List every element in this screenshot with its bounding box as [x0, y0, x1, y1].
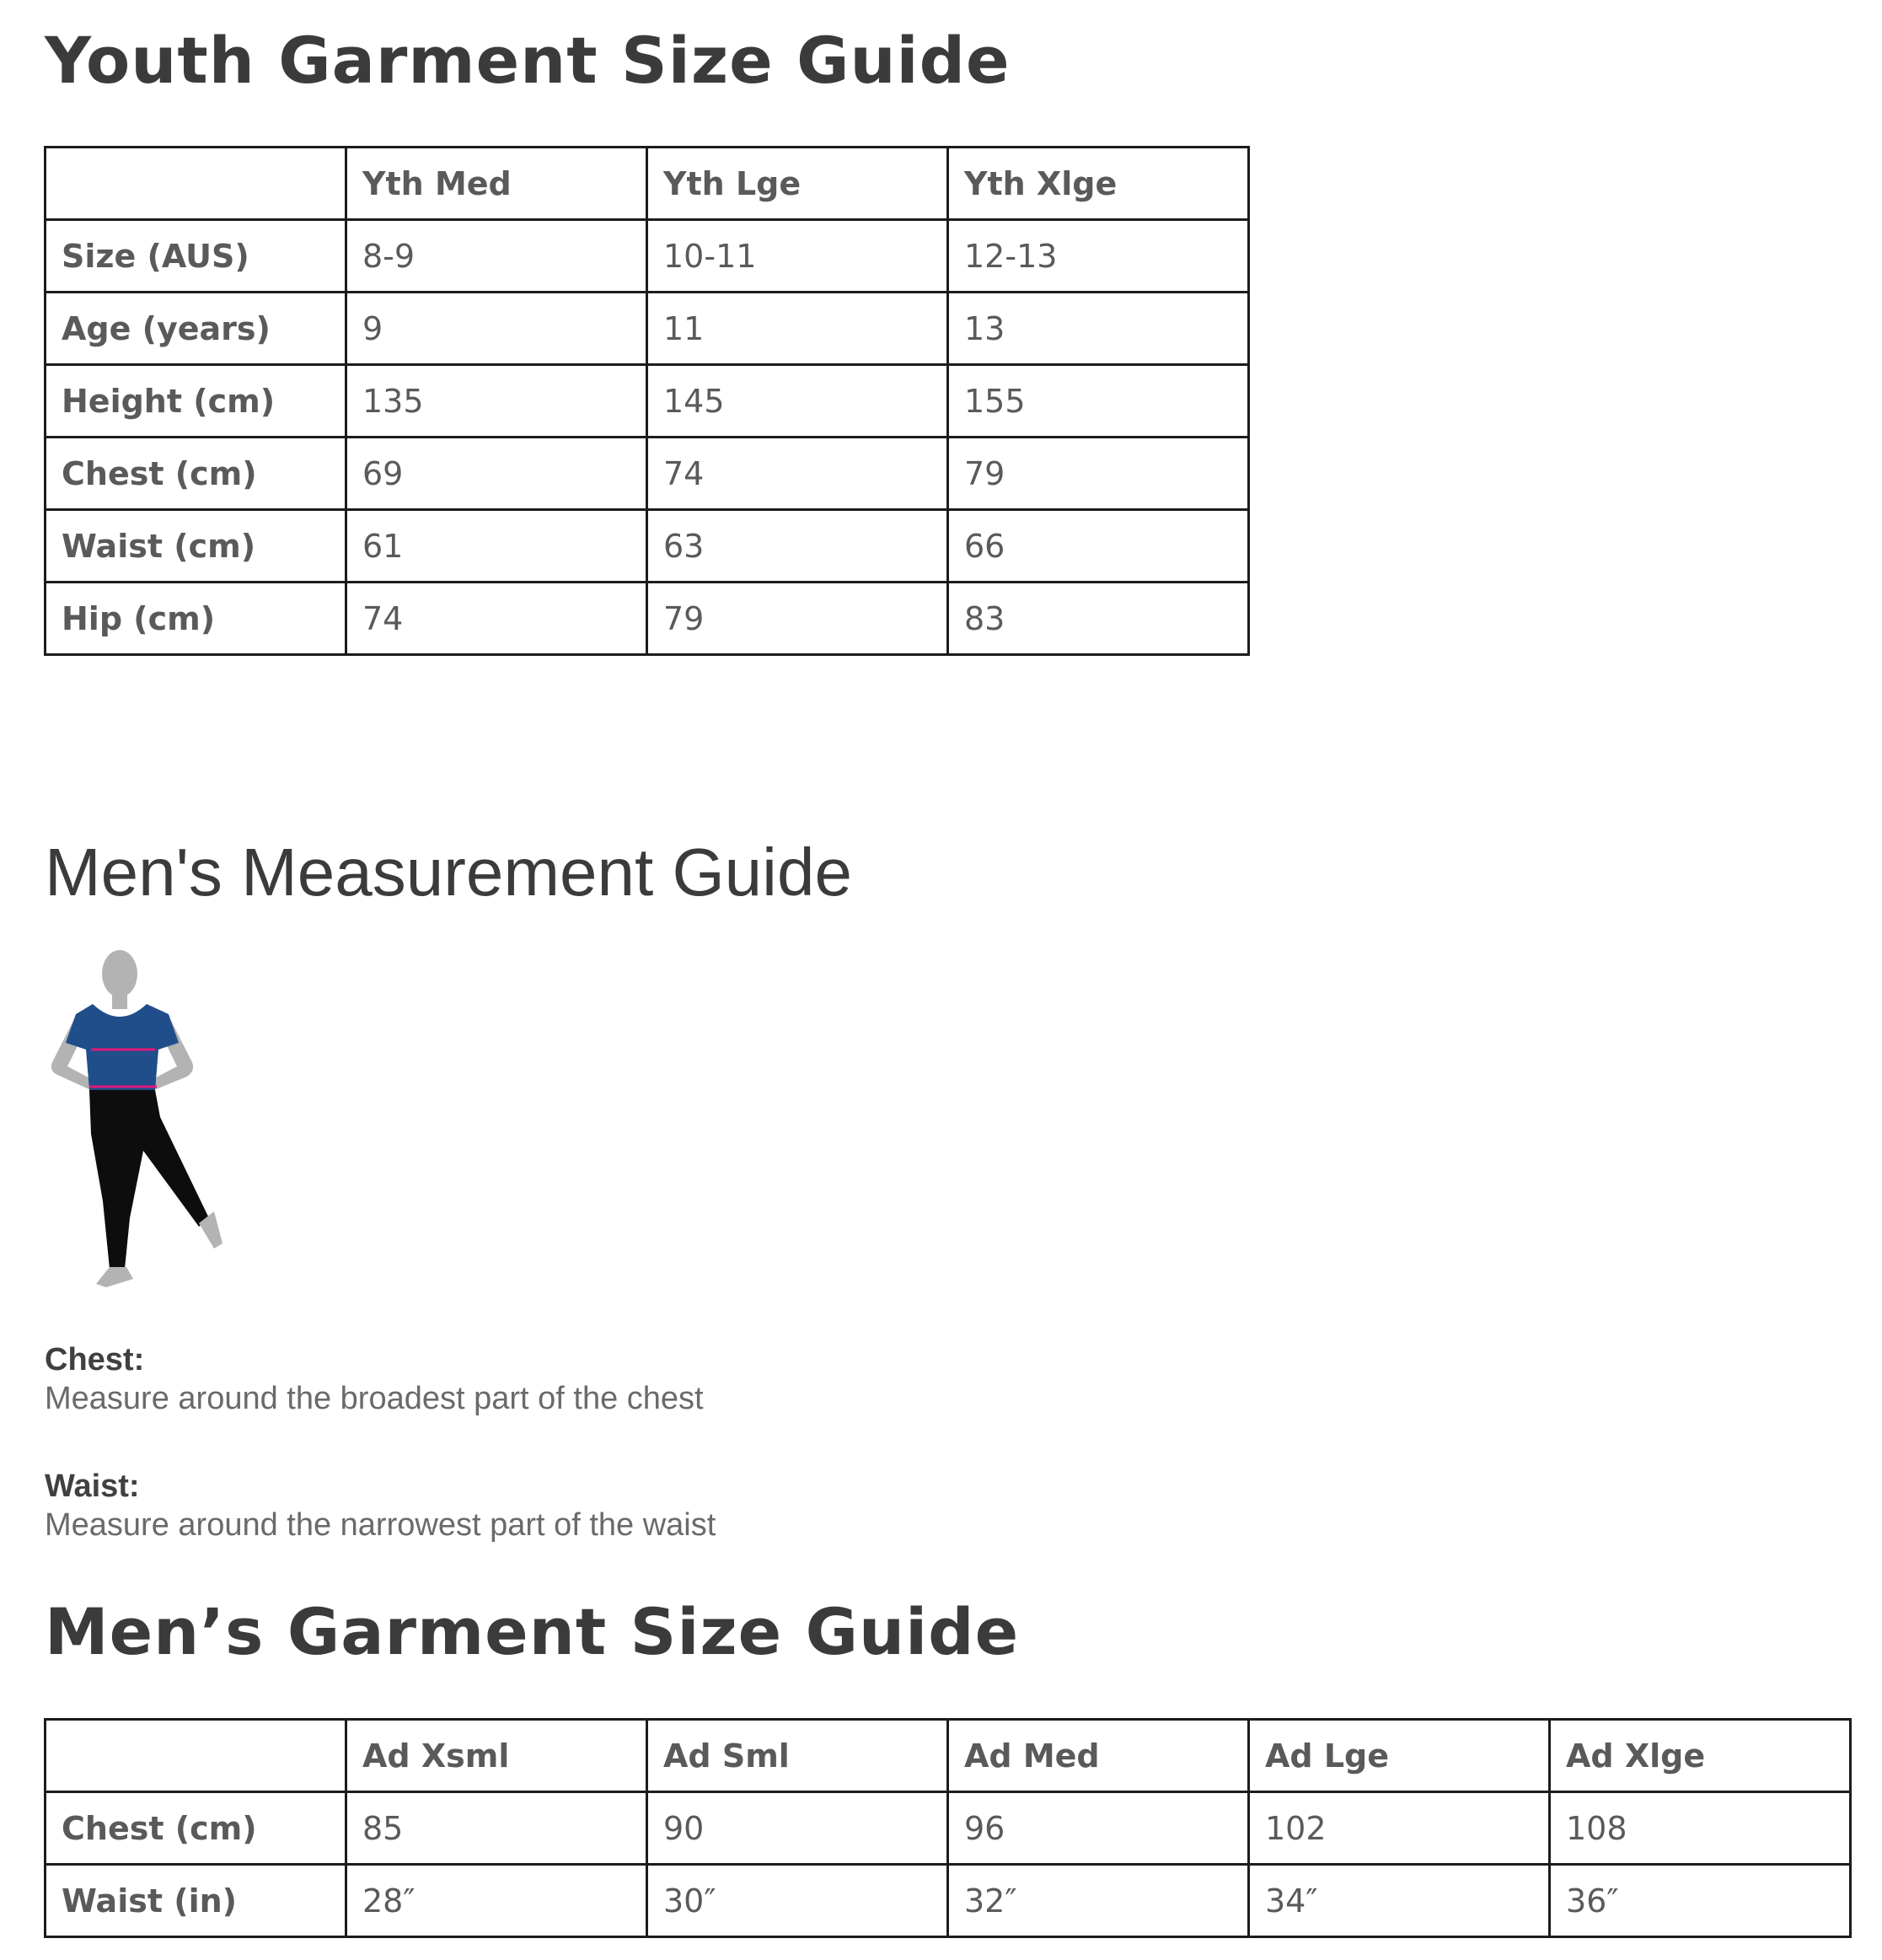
- waist-label: Waist:: [45, 1469, 140, 1504]
- column-header: Yth Xlge: [948, 148, 1249, 220]
- youth-size-guide-title: Youth Garment Size Guide: [45, 23, 1011, 98]
- table-row: [46, 438, 1249, 510]
- table-cell: 74: [647, 438, 948, 510]
- column-header: Ad Xlge: [1550, 1720, 1851, 1792]
- table-cell: 102: [1249, 1792, 1550, 1865]
- table-row: [46, 220, 1249, 293]
- table-header-row: [46, 1720, 1851, 1792]
- row-label: Chest (cm): [46, 1792, 346, 1865]
- table-row: [46, 293, 1249, 365]
- mens-size-guide-title: Men’s Garment Size Guide: [45, 1594, 1020, 1669]
- table-cell: 96: [948, 1792, 1249, 1865]
- figure-neck: [112, 992, 127, 1009]
- table-cell: 32″: [948, 1865, 1249, 1937]
- table-cell: 36″: [1550, 1865, 1851, 1937]
- table-row: [46, 365, 1249, 438]
- table-corner-cell: [46, 1720, 346, 1792]
- table-corner-cell: [46, 148, 346, 220]
- table-cell: 28″: [346, 1865, 647, 1937]
- table-cell: 63: [647, 510, 948, 583]
- table-cell: 30″: [647, 1865, 948, 1937]
- table-cell: 79: [647, 583, 948, 655]
- table-row: [46, 510, 1249, 583]
- row-label: Size (AUS): [46, 220, 346, 293]
- row-label: Chest (cm): [46, 438, 346, 510]
- chest-measure-instruction: [45, 1340, 704, 1418]
- column-header: Ad Sml: [647, 1720, 948, 1792]
- table-cell: 9: [346, 293, 647, 365]
- table-cell: 34″: [1249, 1865, 1550, 1937]
- row-label: Waist (in): [46, 1865, 346, 1937]
- table-cell: 13: [948, 293, 1249, 365]
- column-header: Ad Lge: [1249, 1720, 1550, 1792]
- table-cell: 145: [647, 365, 948, 438]
- chest-description: Measure around the broadest part of the chest: [45, 1381, 704, 1416]
- figure-tights: [89, 1090, 209, 1269]
- table-cell: 69: [346, 438, 647, 510]
- table-row: [46, 583, 1249, 655]
- column-header: Ad Xsml: [346, 1720, 647, 1792]
- table-cell: 10-11: [647, 220, 948, 293]
- mens-size-table: [44, 1718, 1852, 1938]
- table-cell: 11: [647, 293, 948, 365]
- table-cell: 108: [1550, 1792, 1851, 1865]
- table-header-row: [46, 148, 1249, 220]
- figure-left-foot: [96, 1267, 133, 1287]
- table-row: [46, 1865, 1851, 1937]
- table-cell: 85: [346, 1792, 647, 1865]
- chest-label: Chest:: [45, 1342, 145, 1377]
- table-cell: 66: [948, 510, 1249, 583]
- table-cell: 83: [948, 583, 1249, 655]
- mens-measurement-guide-title: Men's Measurement Guide: [45, 835, 852, 910]
- waist-measure-instruction: [45, 1467, 716, 1544]
- table-cell: 8-9: [346, 220, 647, 293]
- row-label: Height (cm): [46, 365, 346, 438]
- table-cell: 61: [346, 510, 647, 583]
- table-cell: 155: [948, 365, 1249, 438]
- column-header: Yth Lge: [647, 148, 948, 220]
- column-header: Yth Med: [346, 148, 647, 220]
- figure-head: [102, 950, 137, 997]
- waist-description: Measure around the narrowest part of the waist: [45, 1507, 716, 1543]
- column-header: Ad Med: [948, 1720, 1249, 1792]
- table-cell: 135: [346, 365, 647, 438]
- row-label: Hip (cm): [46, 583, 346, 655]
- table-row: [46, 1792, 1851, 1865]
- row-label: Waist (cm): [46, 510, 346, 583]
- row-label: Age (years): [46, 293, 346, 365]
- male-dancer-measurement-figure-icon: [42, 948, 244, 1294]
- table-cell: 90: [647, 1792, 948, 1865]
- table-cell: 12-13: [948, 220, 1249, 293]
- table-cell: 79: [948, 438, 1249, 510]
- table-cell: 74: [346, 583, 647, 655]
- youth-size-table: [44, 146, 1250, 656]
